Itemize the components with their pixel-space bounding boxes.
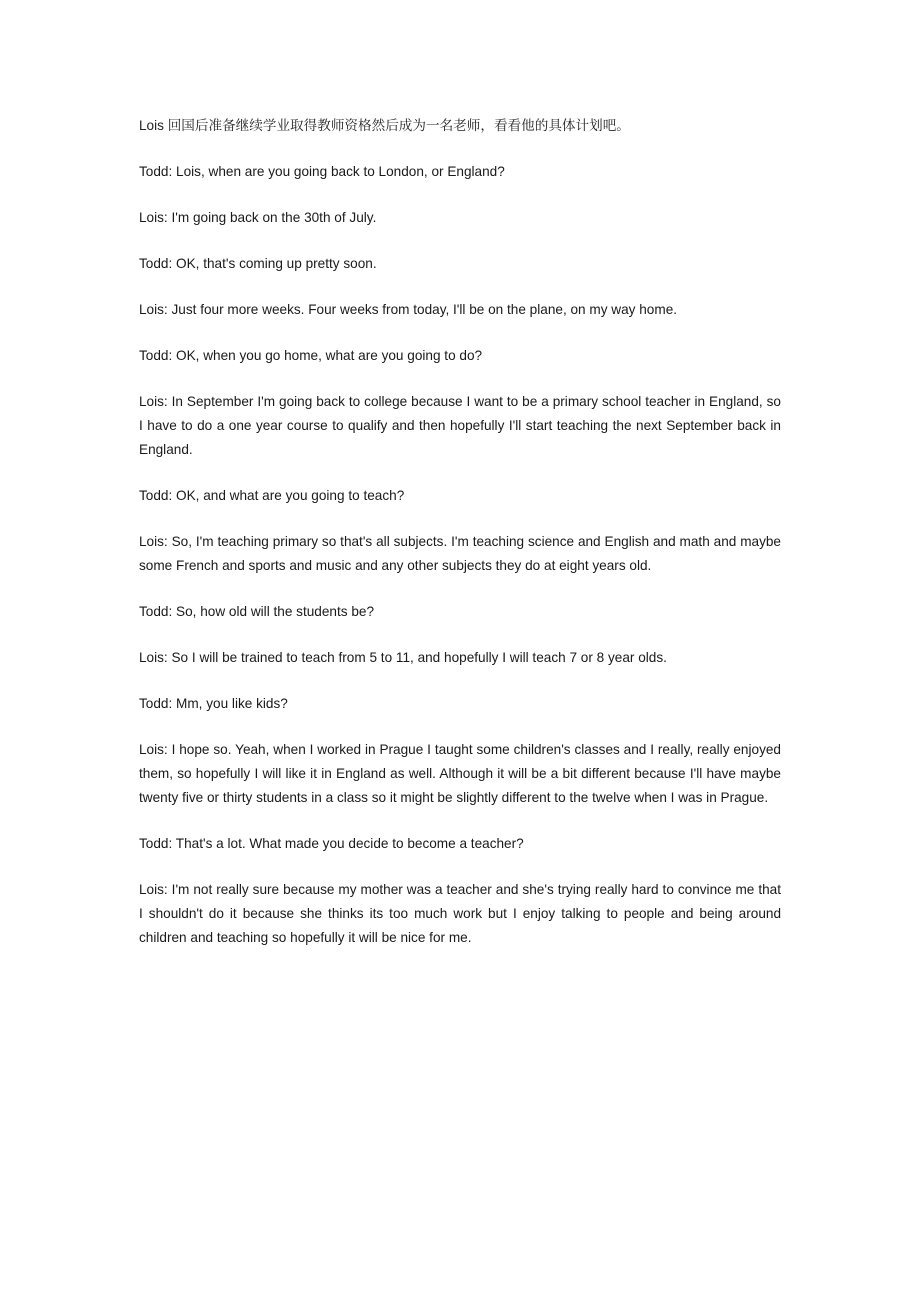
dialogue-line-lois: Lois: So, I'm teaching primary so that's all subjects. I'm teaching science and English and math and maybe some French and sports and music and any other subjects they do at eight years old. bbox=[139, 534, 781, 573]
dialogue-line-todd: Todd: OK, that's coming up pretty soon. bbox=[139, 256, 377, 271]
dialogue-line-todd: Todd: OK, when you go home, what are you going to do? bbox=[139, 348, 483, 363]
dialogue-line-lois: Lois: I'm going back on the 30th of July. bbox=[139, 210, 377, 225]
dialogue-line-todd: Todd: So, how old will the students be? bbox=[139, 604, 375, 619]
dialogue-line-lois: Lois: Just four more weeks. Four weeks from today, I'll be on the plane, on my way home. bbox=[139, 302, 678, 317]
intro-paragraph: Lois 回国后准备继续学业取得教师资格然后成为一名老师，看看他的具体计划吧。 bbox=[139, 118, 630, 133]
document-page bbox=[139, 114, 781, 972]
dialogue-line-lois: Lois: So I will be trained to teach from 5 to 11, and hopefully I will teach 7 or 8 year olds. bbox=[139, 650, 667, 665]
dialogue-line-todd: Todd: Lois, when are you going back to London, or England? bbox=[139, 164, 505, 179]
dialogue-line-todd: Todd: Mm, you like kids? bbox=[139, 696, 288, 711]
dialogue-line-todd: Todd: That's a lot. What made you decide to become a teacher? bbox=[139, 836, 524, 851]
dialogue-line-lois: Lois: I'm not really sure because my mother was a teacher and she's trying really hard to convince me that I shouldn't do it because she thinks its too much work but I enjoy talking to people and being around children and teaching so hopefully it will be nice for me. bbox=[139, 882, 781, 945]
dialogue-line-lois: Lois: I hope so. Yeah, when I worked in Prague I taught some children's classes and I really, really enjoyed them, so hopefully I will like it in England as well. Although it will be a bit different because I'll have maybe twenty five or thirty students in a class so it might be slightly different to the twelve when I was in Prague. bbox=[139, 742, 781, 805]
dialogue-line-todd: Todd: OK, and what are you going to teach? bbox=[139, 488, 405, 503]
dialogue-line-lois: Lois: In September I'm going back to college because I want to be a primary school teacher in England, so I have to do a one year course to qualify and then hopefully I'll start teaching the next September back in England. bbox=[139, 394, 781, 457]
